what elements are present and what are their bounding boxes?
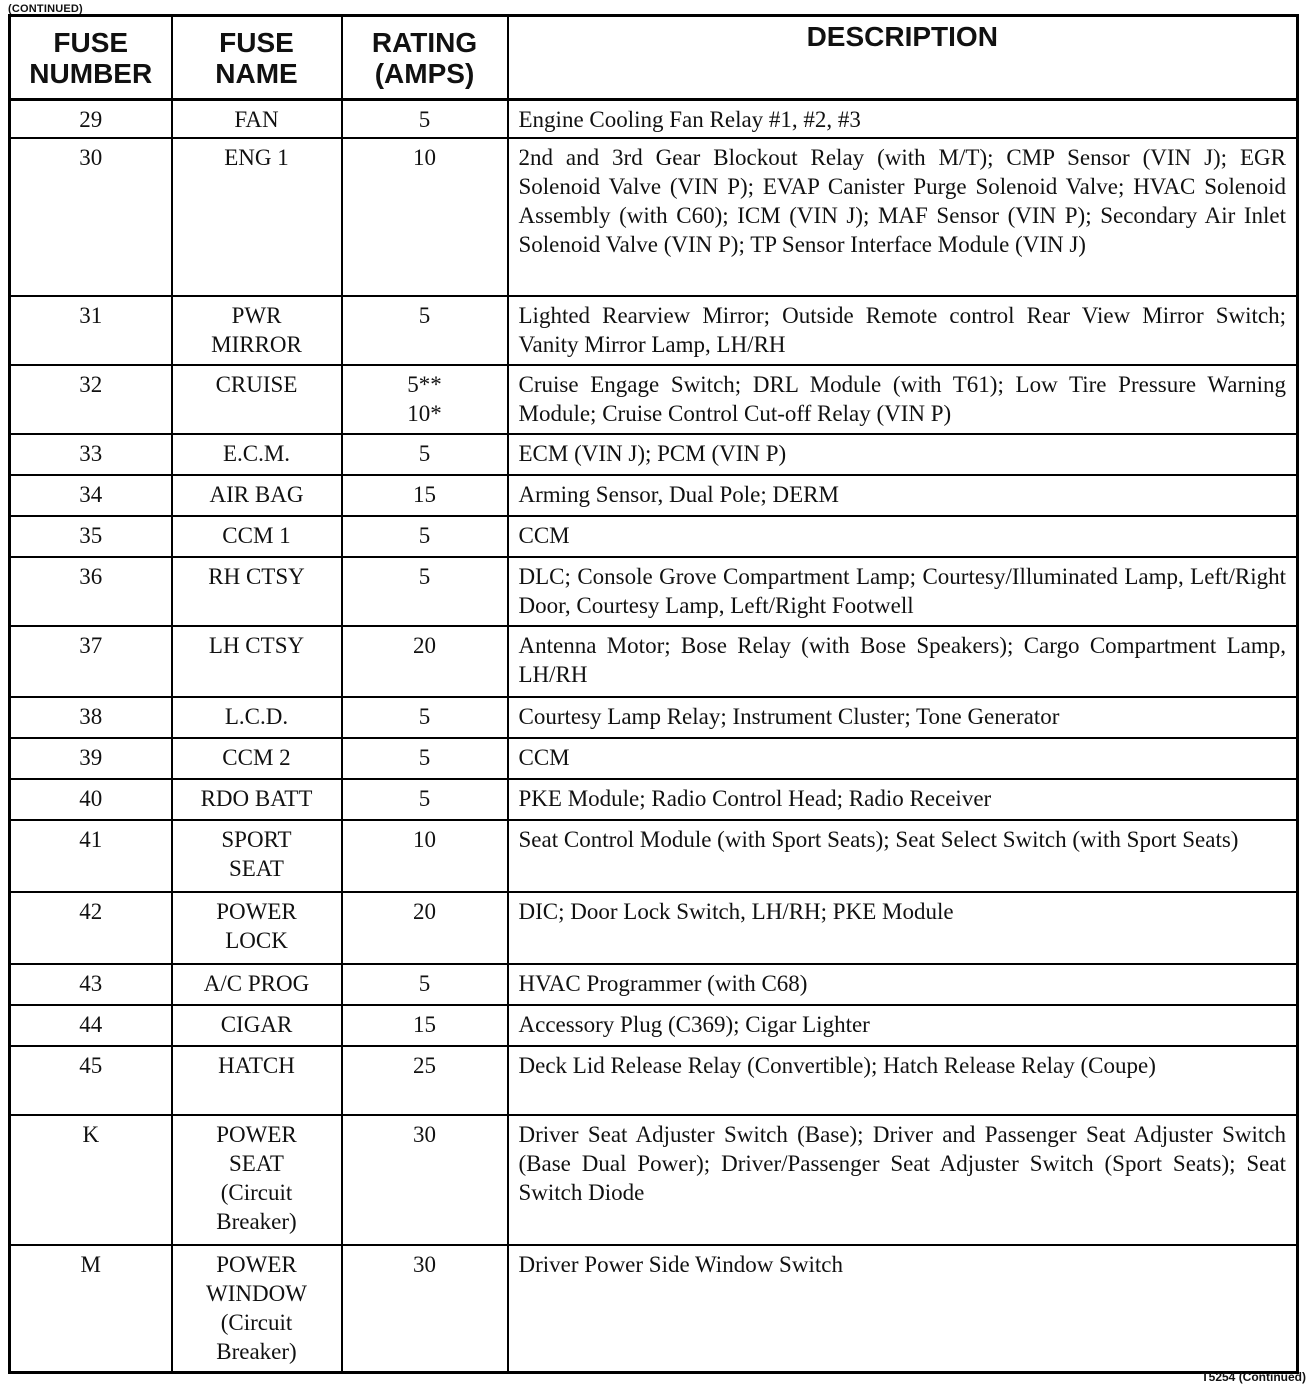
description-cell: CCM <box>508 516 1298 557</box>
fuse-name-cell <box>172 365 342 434</box>
rating-cell <box>342 892 508 964</box>
fuse-number-cell: 44 <box>10 1005 172 1046</box>
fuse-name-line: POWER <box>216 1121 297 1147</box>
table-row <box>10 138 1298 296</box>
fuse-name-line: Breaker) <box>216 1208 297 1234</box>
description-cell: Antenna Motor; Bose Relay (with Bose Speakers); Cargo Compartment Lamp, LH/RH <box>508 626 1298 697</box>
fuse-number-cell: 33 <box>10 434 172 475</box>
fuse-name-line: L.C.D. <box>224 703 289 729</box>
description-cell: Cruise Engage Switch; DRL Module (with T61); Low Tire Pressure Warning Module; Cruise Control Cut-off Relay (VIN P) <box>508 365 1298 434</box>
fuse-number-cell: 32 <box>10 365 172 434</box>
rating-cell <box>342 697 508 738</box>
fuse-name-line: (Circuit <box>220 1309 293 1335</box>
fuse-number-cell: 40 <box>10 779 172 820</box>
fuse-name-line: RDO BATT <box>200 785 313 811</box>
fuse-name-line: CCM 1 <box>222 522 291 548</box>
table-row <box>10 1245 1298 1373</box>
fuse-number-cell: 37 <box>10 626 172 697</box>
fuse-name-cell <box>172 1115 342 1245</box>
fuse-name-cell <box>172 779 342 820</box>
fuse-number-cell: 35 <box>10 516 172 557</box>
rating-line: 10* <box>407 400 442 426</box>
fuse-number-cell: 30 <box>10 138 172 296</box>
fuse-name-cell <box>172 296 342 365</box>
fuse-name-line: CRUISE <box>215 371 298 397</box>
fuse-name-line: MIRROR <box>211 331 302 357</box>
header-rating: RATING (AMPS) <box>342 16 508 100</box>
table-row <box>10 1005 1298 1046</box>
description-cell: HVAC Programmer (with C68) <box>508 964 1298 1005</box>
header-row <box>10 16 1298 100</box>
description-cell: 2nd and 3rd Gear Blockout Relay (with M/T); CMP Sensor (VIN J); EGR Solenoid Valve (VIN P); EVAP Canister Purge Solenoid Valve; HVAC Solenoid Assembly (with C60); ICM (VIN J); MAF Sensor (VIN P); Secondary Air Inlet Solenoid Valve (VIN P); TP Sensor Interface Module (VIN J) <box>508 138 1298 296</box>
rating-line: 5 <box>418 522 431 548</box>
fuse-name-cell <box>172 964 342 1005</box>
rating-cell <box>342 1046 508 1115</box>
fuse-name-cell <box>172 475 342 516</box>
rating-line: 25 <box>413 1052 436 1078</box>
fuse-name-cell <box>172 738 342 779</box>
continued-label: (CONTINUED) <box>8 3 83 15</box>
fuse-name-line: E.C.M. <box>222 440 291 466</box>
rating-line: 5 <box>418 107 431 132</box>
description-cell: Lighted Rearview Mirror; Outside Remote control Rear View Mirror Switch; Vanity Mirror Lamp, LH/RH <box>508 296 1298 365</box>
table-row <box>10 892 1298 964</box>
fuse-number-cell: 36 <box>10 557 172 626</box>
table-row <box>10 365 1298 434</box>
rating-cell <box>342 820 508 892</box>
rating-line: 10 <box>413 826 436 852</box>
rating-cell <box>342 100 508 138</box>
table-row <box>10 1046 1298 1115</box>
fuse-number-cell: M <box>10 1245 172 1373</box>
table-row <box>10 296 1298 365</box>
description-cell: Accessory Plug (C369); Cigar Lighter <box>508 1005 1298 1046</box>
description-cell: Arming Sensor, Dual Pole; DERM <box>508 475 1298 516</box>
description-cell: DIC; Door Lock Switch, LH/RH; PKE Module <box>508 892 1298 964</box>
table-row <box>10 100 1298 138</box>
description-cell: Engine Cooling Fan Relay #1, #2, #3 <box>508 100 1298 138</box>
rating-line: 30 <box>413 1121 436 1147</box>
table-row <box>10 475 1298 516</box>
table-row <box>10 626 1298 697</box>
fuse-name-line: POWER <box>216 1251 297 1277</box>
rating-line: 5 <box>418 970 431 996</box>
rating-line: 5 <box>418 302 431 328</box>
rating-cell <box>342 1245 508 1373</box>
fuse-name-cell <box>172 557 342 626</box>
fuse-number-cell: 31 <box>10 296 172 365</box>
fuse-name-cell <box>172 434 342 475</box>
table-row <box>10 1115 1298 1245</box>
rating-cell <box>342 138 508 296</box>
rating-line: 15 <box>413 481 436 507</box>
rating-line: 5 <box>418 440 431 466</box>
description-cell: ECM (VIN J); PCM (VIN P) <box>508 434 1298 475</box>
rating-line: 5 <box>418 785 431 811</box>
rating-cell <box>342 738 508 779</box>
fuse-number-cell: 45 <box>10 1046 172 1115</box>
rating-line: 10 <box>413 144 436 170</box>
fuse-name-line: ENG 1 <box>224 144 289 170</box>
fuse-name-line: (Circuit <box>220 1179 293 1205</box>
rating-cell <box>342 779 508 820</box>
fuse-table <box>8 14 1299 1374</box>
rating-line: 20 <box>413 898 436 924</box>
fuse-name-line: HATCH <box>218 1052 295 1078</box>
fuse-number-cell: 43 <box>10 964 172 1005</box>
fuse-name-line: WINDOW <box>206 1280 307 1306</box>
fuse-number-cell: K <box>10 1115 172 1245</box>
fuse-number-cell: 29 <box>10 100 172 138</box>
rating-cell <box>342 964 508 1005</box>
table-row <box>10 434 1298 475</box>
fuse-name-cell <box>172 626 342 697</box>
description-cell: PKE Module; Radio Control Head; Radio Receiver <box>508 779 1298 820</box>
fuse-number-cell: 38 <box>10 697 172 738</box>
fuse-name-cell <box>172 697 342 738</box>
rating-cell <box>342 626 508 697</box>
rating-cell <box>342 1005 508 1046</box>
fuse-name-cell <box>172 1046 342 1115</box>
rating-cell <box>342 365 508 434</box>
fuse-name-line: AIR BAG <box>209 481 304 507</box>
fuse-name-cell <box>172 138 342 296</box>
table-row <box>10 779 1298 820</box>
rating-line: 20 <box>413 632 436 658</box>
fuse-number-cell: 39 <box>10 738 172 779</box>
table-row <box>10 516 1298 557</box>
rating-cell <box>342 296 508 365</box>
fuse-name-line: SEAT <box>229 855 284 881</box>
rating-line: 5 <box>418 744 431 770</box>
fuse-number-cell: 41 <box>10 820 172 892</box>
fuse-name-cell <box>172 516 342 557</box>
table-row <box>10 820 1298 892</box>
description-cell: CCM <box>508 738 1298 779</box>
rating-line: 5** <box>407 371 442 397</box>
description-cell: Seat Control Module (with Sport Seats); Seat Select Switch (with Sport Seats) <box>508 820 1298 892</box>
fuse-name-line: RH CTSY <box>208 563 305 589</box>
fuse-name-line: Breaker) <box>216 1338 297 1364</box>
fuse-name-line: POWER <box>216 898 297 924</box>
fuse-name-cell <box>172 820 342 892</box>
rating-cell <box>342 557 508 626</box>
fuse-number-cell: 42 <box>10 892 172 964</box>
fuse-name-line: SPORT <box>221 826 292 852</box>
fuse-name-line: PWR <box>231 302 282 328</box>
rating-line: 15 <box>413 1011 436 1037</box>
fuse-name-cell <box>172 1005 342 1046</box>
table-row <box>10 697 1298 738</box>
description-cell: Courtesy Lamp Relay; Instrument Cluster; Tone Generator <box>508 697 1298 738</box>
fuse-name-line: FAN <box>234 107 279 132</box>
description-cell: Deck Lid Release Relay (Convertible); Hatch Release Relay (Coupe) <box>508 1046 1298 1115</box>
rating-line: 5 <box>418 703 431 729</box>
table-row <box>10 738 1298 779</box>
fuse-name-cell <box>172 892 342 964</box>
table-row <box>10 964 1298 1005</box>
rating-cell <box>342 1115 508 1245</box>
fuse-name-line: CCM 2 <box>222 744 291 770</box>
header-description: DESCRIPTION <box>508 16 1298 100</box>
fuse-table-body <box>10 100 1298 1373</box>
fuse-name-line: A/C PROG <box>203 970 310 996</box>
figure-reference: T5254 (Continued) <box>1201 1370 1306 1384</box>
description-cell: Driver Power Side Window Switch <box>508 1245 1298 1373</box>
rating-line: 30 <box>413 1251 436 1277</box>
fuse-name-line: LH CTSY <box>208 632 305 658</box>
fuse-name-line: LOCK <box>225 927 288 953</box>
header-fuse-name: FUSE NAME <box>172 16 342 100</box>
fuse-name-cell <box>172 100 342 138</box>
rating-cell <box>342 475 508 516</box>
fuse-name-cell <box>172 1245 342 1373</box>
header-fuse-number: FUSE NUMBER <box>10 16 172 100</box>
rating-line: 5 <box>418 563 431 589</box>
description-cell: Driver Seat Adjuster Switch (Base); Driver and Passenger Seat Adjuster Switch (Base Dual Power); Driver/Passenger Seat Adjuster Switch (Sport Seats); Seat Switch Diode <box>508 1115 1298 1245</box>
table-row <box>10 557 1298 626</box>
fuse-name-line: SEAT <box>229 1150 284 1176</box>
rating-cell <box>342 434 508 475</box>
fuse-number-cell: 34 <box>10 475 172 516</box>
description-cell: DLC; Console Grove Compartment Lamp; Courtesy/Illuminated Lamp, Left/Right Door, Courtesy Lamp, Left/Right Footwell <box>508 557 1298 626</box>
rating-cell <box>342 516 508 557</box>
fuse-name-line: CIGAR <box>220 1011 293 1037</box>
